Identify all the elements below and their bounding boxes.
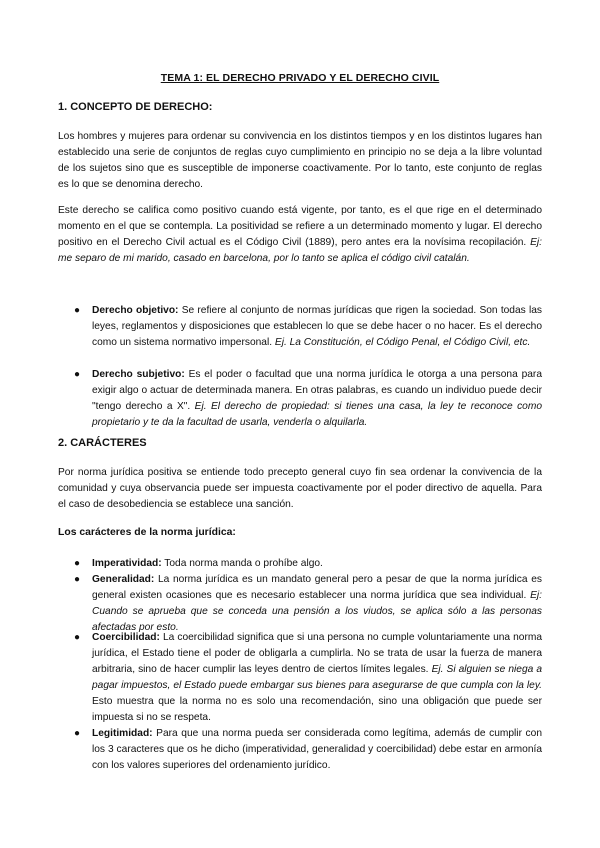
bullet-example: Ej. Si alguien se niega a pagar impuestos, el Estado puede embargar sus bienes para asegurarse de que cumpla con la ley.	[92, 664, 542, 691]
bullet-coercibilidad	[74, 630, 542, 726]
section-2-heading: 2. CARÁCTERES	[58, 437, 147, 449]
bullet-text: Toda norma manda o prohíbe algo.	[164, 558, 323, 569]
bullet-derecho-subjetivo	[74, 367, 542, 431]
section-2-paragraph-1: Por norma jurídica positiva se entiende todo precepto general cuyo fin sea ordenar la convivencia de la comunidad y cuya observancia puede ser impuesta coactivamente por el poder directivo de aquella. Para el caso de desobediencia se establece una sanción.	[58, 467, 542, 510]
bullet-derecho-objetivo	[74, 303, 542, 351]
bullet-generalidad	[74, 572, 542, 636]
bullet-example: Ej: Cuando se aprueba que se conceda una pensión a los viudos, se aplica sólo a las personas afectadas por esto.	[92, 590, 542, 633]
bullet-text: La norma jurídica es un mandato general pero a pesar de que la norma jurídica es general existen ocasiones que es necesario establecer una norma jurídica que sea individual.	[92, 574, 542, 601]
bullet-text: Para que una norma pueda ser considerada como legítima, además de cumplir con los 3 caracteres que os he dicho (imperatividad, generalidad y coercibilidad) debe estar en armonía con los valores superiores del ordenamiento jurídico.	[92, 728, 542, 771]
bullet-term: Generalidad:	[92, 574, 155, 585]
bullet-imperatividad	[74, 556, 542, 572]
bullet-dot-icon: ●	[74, 574, 81, 585]
paragraph-example: Ej: me separo de mi marido, casado en barcelona, por lo tanto se aplica el código civil catalán.	[58, 237, 542, 264]
bullet-term: Derecho objetivo:	[92, 305, 179, 316]
bullet-term: Derecho subjetivo:	[92, 369, 185, 380]
bullet-dot-icon: ●	[74, 728, 81, 739]
paragraph-text: Este derecho se califica como positivo cuando está vigente, por tanto, es el que rige en el determinado momento en el que se contempla. La positividad se refiere a un determinado momento y lugar. El derecho positivo en el Derecho Civil actual es el Código Civil (1889), pero antes era la novísima recopilación.	[58, 205, 542, 248]
bullet-after-text: Esto muestra que la norma no es solo una recomendación, sino una obligación que puede ser impuesta si no se respeta.	[92, 696, 542, 723]
bullet-dot-icon: ●	[74, 305, 81, 316]
section-1-heading: 1. CONCEPTO DE DERECHO:	[58, 101, 213, 113]
bullet-legitimidad	[74, 726, 542, 774]
bullet-dot-icon: ●	[74, 558, 81, 569]
bullet-text: La coercibilidad significa que si una persona no cumple voluntariamente una norma jurídica, el Estado tiene el poder de obligarla a cumplirla. No se trata de usar la fuerza de manera arbitraria, sino de hacer cumplir las leyes dentro de ciertos límites legales.	[92, 632, 542, 675]
section-2-subheading: Los carácteres de la norma jurídica:	[58, 527, 236, 538]
bullet-example: Ej. La Constitución, el Código Penal, el Código Civil, etc.	[274, 337, 531, 348]
bullet-dot-icon: ●	[74, 632, 81, 643]
bullet-term: Coercibilidad:	[92, 632, 160, 643]
section-1-paragraph-1: Los hombres y mujeres para ordenar su convivencia en los distintos tiempos y en los distintos lugares han establecido una serie de conjuntos de reglas cuyo cumplimiento en principio no se deja a la libre voluntad de los sujetos sino que es susceptible de imponerse coactivamente. Por lo tanto, este conjunto de reglas es lo que se denomina derecho.	[58, 131, 542, 190]
bullet-term: Imperatividad:	[92, 558, 162, 569]
bullet-example: Ej. El derecho de propiedad: si tienes una casa, la ley te reconoce como propietario y te da la facultad de usarla, venderla o alquilarla.	[92, 401, 542, 428]
bullet-text: Es el poder o facultad que una norma jurídica le otorga a una persona para exigir algo o actuar de determinada manera. En otras palabras, es cuando un individuo puede decir "tengo derecho a X".	[92, 369, 542, 412]
bullet-term: Legitimidad:	[92, 728, 153, 739]
bullet-dot-icon: ●	[74, 369, 81, 380]
document-title: TEMA 1: EL DERECHO PRIVADO Y EL DERECHO CIVIL	[160, 72, 440, 84]
bullet-text: Se refiere al conjunto de normas jurídicas que rigen la sociedad. Son todas las leyes, reglamentos y disposiciones que establecen lo que se debe hacer o no hacer. Es el derecho como un sistema normativo impersonal.	[92, 305, 542, 348]
section-1-paragraph-2	[58, 203, 542, 267]
